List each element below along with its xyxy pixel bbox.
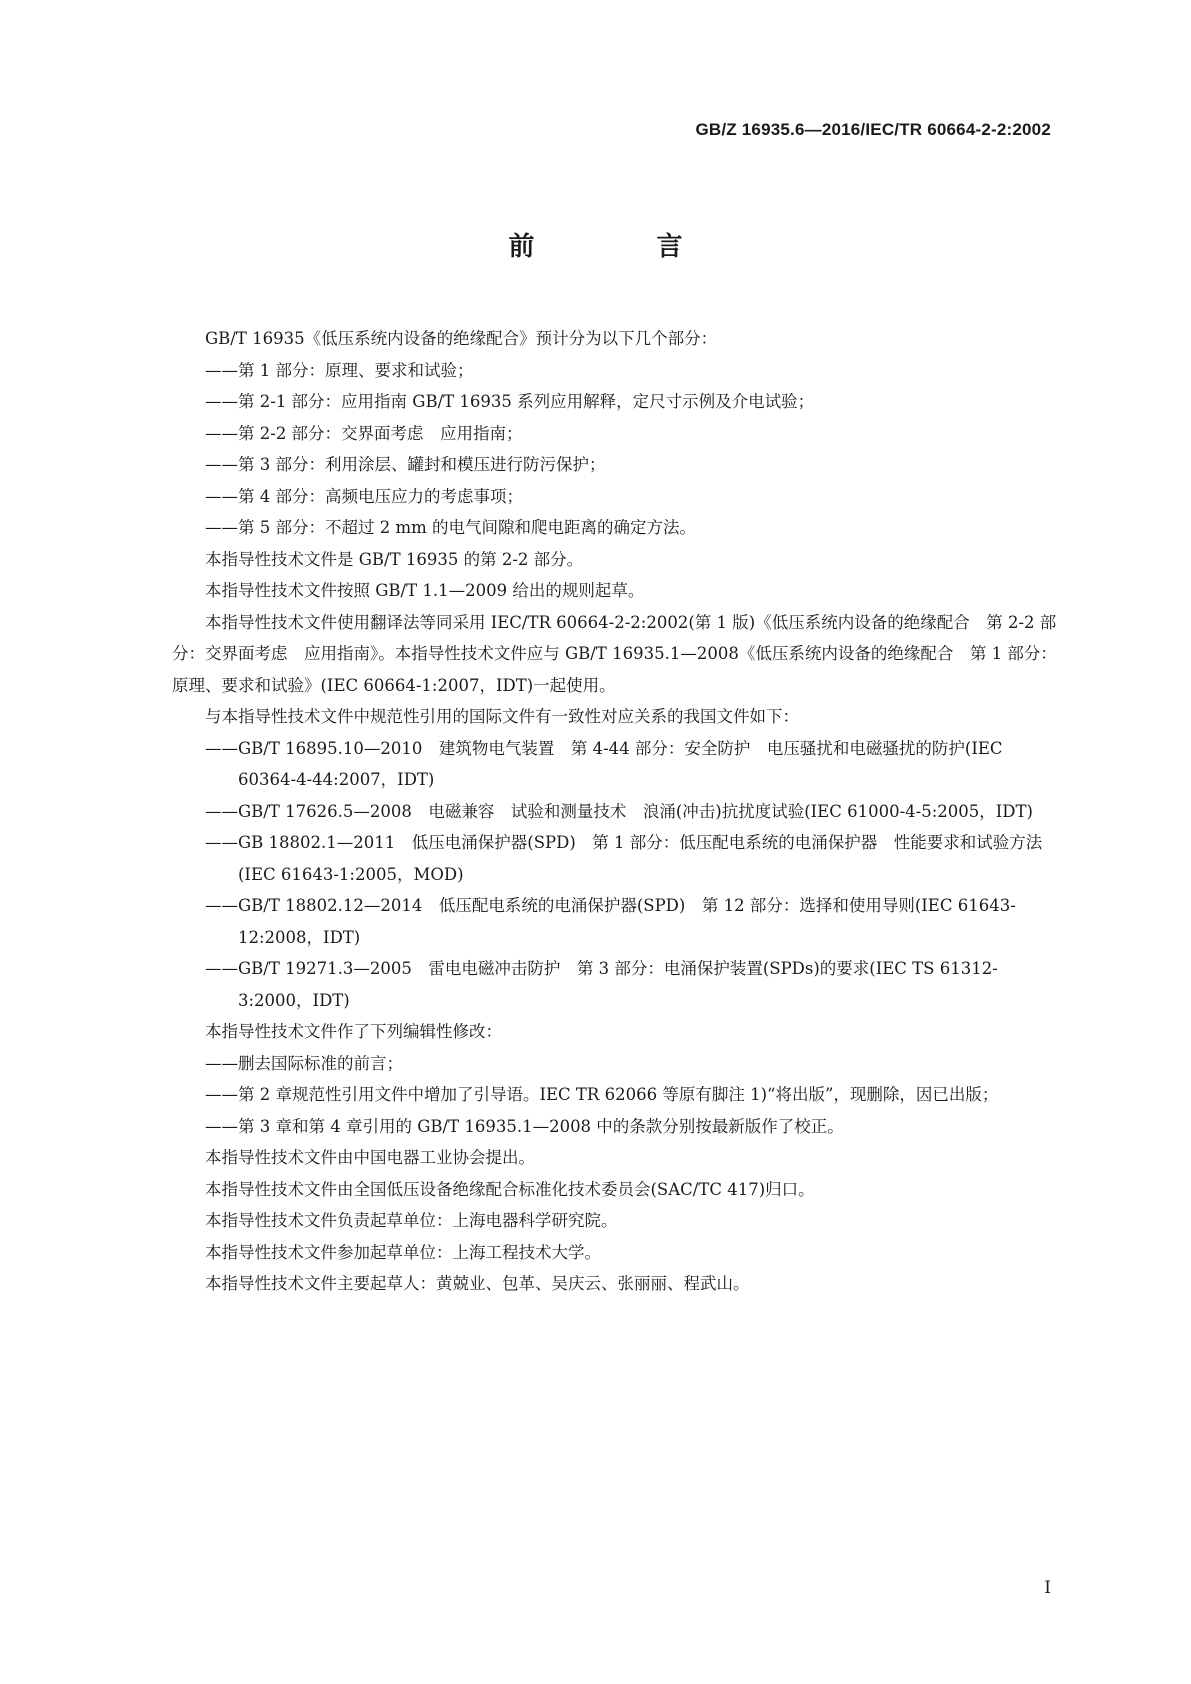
part-of-paragraph: 本指导性技术文件是 GB/T 16935 的第 2-2 部分。 <box>205 549 584 569</box>
edit-list-item: ——第 2 章规范性引用文件中增加了引导语。IEC TR 62066 等原有脚注 1)“将出版”，现删除，因已出版； <box>205 1085 999 1104</box>
part-list-item: ——第 3 部分：利用涂层、罐封和模压进行防污保护； <box>205 455 606 474</box>
correspondence-paragraph: 与本指导性技术文件中规范性引用的国际文件有一致性对应关系的我国文件如下： <box>205 707 799 726</box>
proposed-by-paragraph: 本指导性技术文件由中国电器工业协会提出。 <box>205 1148 535 1167</box>
edits-intro-paragraph: 本指导性技术文件作了下列编辑性修改： <box>205 1022 502 1041</box>
drafting-unit-paragraph: 本指导性技术文件负责起草单位：上海电器科学研究院。 <box>205 1211 618 1230</box>
intro-paragraph: GB/T 16935《低压系统内设备的绝缘配合》预计分为以下几个部分： <box>205 329 718 348</box>
reference-list-item: ——GB/T 17626.5—2008 电磁兼容 试验和测量技术 浪涌(冲击)抗扰度试验(IEC 61000-4-5:2005，IDT) <box>205 801 1033 821</box>
page-number: I <box>1044 1578 1051 1598</box>
part-list-item: ——第 5 部分：不超过 2 mm 的电气间隙和爬电距离的确定方法。 <box>205 518 697 537</box>
part-list-item: ——第 1 部分：原理、要求和试验； <box>205 360 474 380</box>
reference-list-item: ——GB 18802.1—2011 低压电涌保护器(SPD) 第 1 部分：低压配电系统的电涌保护器 性能要求和试验方法(IEC 61643-1:2005，MOD) <box>205 833 1043 884</box>
reference-list-item: ——GB/T 18802.12—2014 低压配电系统的电涌保护器(SPD) 第 12 部分：选择和使用导则(IEC 61643-12:2008，IDT) <box>205 896 1016 947</box>
part-list-item: ——第 2-1 部分：应用指南 GB/T 16935 系列应用解释，定尺寸示例及介电试验； <box>205 392 815 411</box>
drafting-rules-paragraph: 本指导性技术文件按照 GB/T 1.1—2009 给出的规则起草。 <box>205 581 645 600</box>
page-title: 前 言 <box>508 232 731 262</box>
part-list-item: ——第 2-2 部分：交界面考虑 应用指南； <box>205 423 523 443</box>
participating-unit-paragraph: 本指导性技术文件参加起草单位：上海工程技术大学。 <box>205 1242 601 1262</box>
edit-list-item: ——删去国际标准的前言； <box>205 1053 403 1073</box>
reference-list-item: ——GB/T 19271.3—2005 雷电电磁冲击防护 第 3 部分：电涌保护装置(SPDs)的要求(IEC TS 61312-3:2000，IDT) <box>205 959 998 1010</box>
reference-list-item: ——GB/T 16895.10—2010 建筑物电气装置 第 4-44 部分：安全防护 电压骚扰和电磁骚扰的防护(IEC 60364-4-44:2007，IDT) <box>205 738 1003 789</box>
standard-code-header: GB/Z 16935.6—2016/IEC/TR 60664-2-2:2002 <box>695 120 1051 139</box>
centralized-by-paragraph: 本指导性技术文件由全国低压设备绝缘配合标准化技术委员会(SAC/TC 417)归口。 <box>205 1179 815 1199</box>
drafters-paragraph: 本指导性技术文件主要起草人：黄兢业、包革、吴庆云、张丽丽、程武山。 <box>205 1274 750 1293</box>
edit-list-item: ——第 3 章和第 4 章引用的 GB/T 16935.1—2008 中的条款分别按最新版作了校正。 <box>205 1116 844 1136</box>
foreword-body <box>172 323 1062 1300</box>
adoption-paragraph: 本指导性技术文件使用翻译法等同采用 IEC/TR 60664-2-2:2002(第 1 版)《低压系统内设备的绝缘配合 第 2-2 部分：交界面考虑 应用指南》。本指导性技术文件应与 GB/T 16935.1—2008《低压系统内设备的绝缘配合 第 1 部分：原理、要求和试验》(IEC 60664-1:2007，IDT)一起使用。 <box>172 612 1057 695</box>
part-list-item: ——第 4 部分：高频电压应力的考虑事项； <box>205 486 523 506</box>
